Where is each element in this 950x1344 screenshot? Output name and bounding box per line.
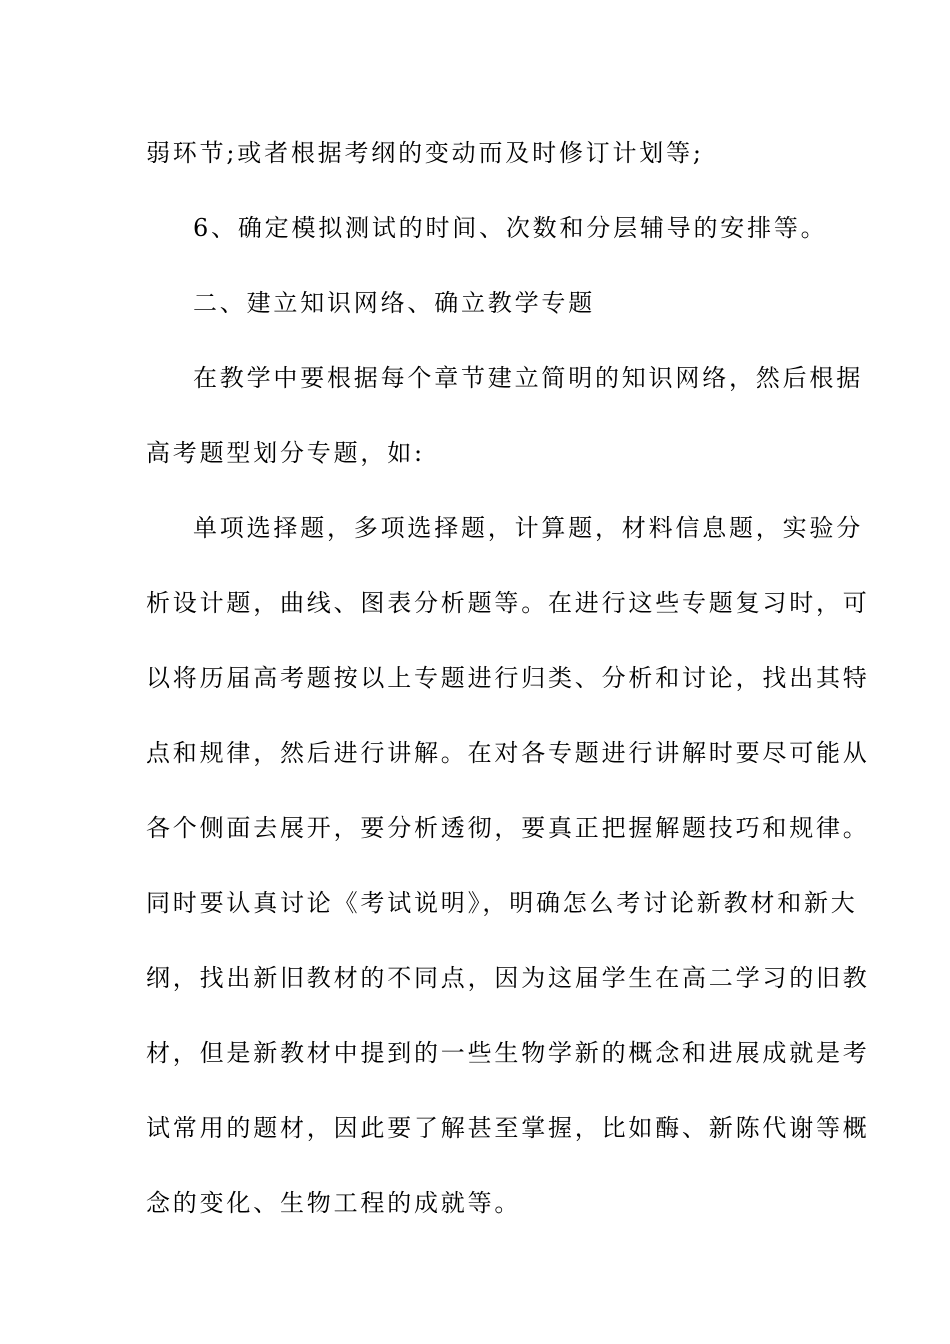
text-line: 各个侧面去展开，要分析透彻，要真正把握解题技巧和规律。 [146, 814, 870, 842]
text-line: 纲，找出新旧教材的不同点，因为这届学生在高二学习的旧教 [146, 964, 870, 992]
text-line: 6、确定模拟测试的时间、次数和分层辅导的安排等。 [193, 214, 828, 242]
section-heading: 二、建立知识网络、确立教学专题 [193, 289, 595, 317]
text-line: 析设计题，曲线、图表分析题等。在进行这些专题复习时，可 [146, 589, 870, 617]
text-line: 试常用的题材，因此要了解甚至掌握，比如酶、新陈代谢等概 [146, 1114, 870, 1142]
text-line: 高考题型划分专题，如: [146, 439, 425, 467]
text-line: 念的变化、生物工程的成就等。 [146, 1189, 522, 1217]
text-line: 同时要认真讨论《考试说明》，明确怎么考讨论新教材和新大 [146, 889, 858, 917]
text-line: 弱环节;或者根据考纲的变动而及时修订计划等; [146, 139, 704, 167]
text-line: 在教学中要根据每个章节建立简明的知识网络，然后根据 [193, 364, 863, 392]
text-line: 点和规律，然后进行讲解。在对各专题进行讲解时要尽可能从 [146, 739, 870, 767]
text-line: 以将历届高考题按以上专题进行归类、分析和讨论，找出其特 [146, 664, 870, 692]
text-line: 材，但是新教材中提到的一些生物学新的概念和进展成就是考 [146, 1039, 870, 1067]
text-line: 单项选择题，多项选择题，计算题，材料信息题，实验分 [193, 514, 863, 542]
